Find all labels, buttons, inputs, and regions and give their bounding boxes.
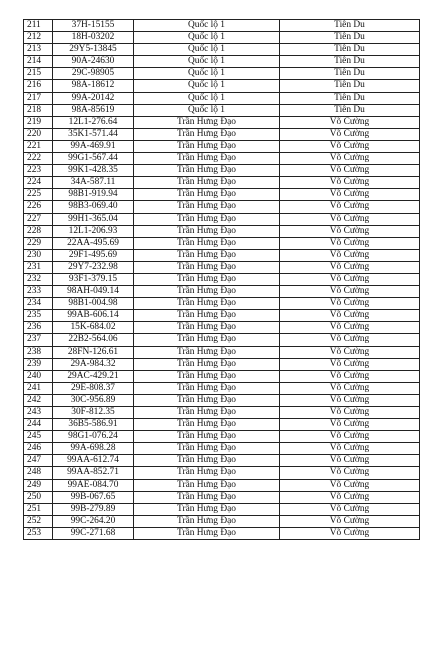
table-row: [24, 370, 420, 382]
row-number-cell: 249: [24, 479, 53, 491]
ward-cell: Võ Cường: [280, 189, 420, 201]
ward-cell: Võ Cường: [280, 310, 420, 322]
table-row: [24, 491, 420, 503]
street-cell: Trần Hưng Đạo: [134, 322, 280, 334]
license-plate-cell: 98AH-049.14: [53, 286, 134, 298]
street-cell: Quốc lộ 1: [134, 32, 280, 44]
table-row: [24, 165, 420, 177]
street-cell: Trần Hưng Đạo: [134, 479, 280, 491]
row-number-cell: 231: [24, 261, 53, 273]
row-number-cell: 237: [24, 334, 53, 346]
license-plate-cell: 99AB-606.14: [53, 310, 134, 322]
license-plate-cell: 29AC-429.21: [53, 370, 134, 382]
street-cell: Trần Hưng Đạo: [134, 153, 280, 165]
ward-cell: Tiên Du: [280, 92, 420, 104]
ward-cell: Võ Cường: [280, 443, 420, 455]
license-plate-cell: 98G1-076.24: [53, 431, 134, 443]
ward-cell: Võ Cường: [280, 491, 420, 503]
table-row: [24, 189, 420, 201]
table-row: [24, 32, 420, 44]
ward-cell: Võ Cường: [280, 479, 420, 491]
table-row: [24, 44, 420, 56]
license-plate-cell: 90A-24630: [53, 56, 134, 68]
street-cell: Trần Hưng Đạo: [134, 140, 280, 152]
row-number-cell: 225: [24, 189, 53, 201]
table-row: [24, 249, 420, 261]
street-cell: Trần Hưng Đạo: [134, 128, 280, 140]
ward-cell: Võ Cường: [280, 382, 420, 394]
row-number-cell: 244: [24, 419, 53, 431]
table-row: [24, 80, 420, 92]
row-number-cell: 224: [24, 177, 53, 189]
ward-cell: Võ Cường: [280, 201, 420, 213]
table-row: [24, 298, 420, 310]
row-number-cell: 234: [24, 298, 53, 310]
license-plate-cell: 98B1-919.94: [53, 189, 134, 201]
street-cell: Trần Hưng Đạo: [134, 334, 280, 346]
license-plate-cell: 99C-264.20: [53, 515, 134, 527]
street-cell: Quốc lộ 1: [134, 20, 280, 32]
table-row: [24, 527, 420, 539]
street-cell: Trần Hưng Đạo: [134, 298, 280, 310]
row-number-cell: 247: [24, 455, 53, 467]
row-number-cell: 252: [24, 515, 53, 527]
street-cell: Trần Hưng Đạo: [134, 165, 280, 177]
ward-cell: Tiên Du: [280, 44, 420, 56]
table-row: [24, 140, 420, 152]
row-number-cell: 242: [24, 394, 53, 406]
table-row: [24, 334, 420, 346]
table-row: [24, 92, 420, 104]
row-number-cell: 226: [24, 201, 53, 213]
ward-cell: Võ Cường: [280, 346, 420, 358]
ward-cell: Võ Cường: [280, 273, 420, 285]
license-plate-cell: 99K1-428.35: [53, 165, 134, 177]
street-cell: Trần Hưng Đạo: [134, 177, 280, 189]
ward-cell: Võ Cường: [280, 515, 420, 527]
table-row: [24, 443, 420, 455]
row-number-cell: 248: [24, 467, 53, 479]
table-row: [24, 116, 420, 128]
ward-cell: Võ Cường: [280, 455, 420, 467]
ward-cell: Võ Cường: [280, 225, 420, 237]
row-number-cell: 241: [24, 382, 53, 394]
row-number-cell: 236: [24, 322, 53, 334]
street-cell: Trần Hưng Đạo: [134, 213, 280, 225]
table-row: [24, 358, 420, 370]
license-plate-cell: 30F-812.35: [53, 407, 134, 419]
table-row: [24, 201, 420, 213]
row-number-cell: 229: [24, 237, 53, 249]
ward-cell: Võ Cường: [280, 286, 420, 298]
table-row: [24, 407, 420, 419]
ward-cell: Tiên Du: [280, 104, 420, 116]
street-cell: Trần Hưng Đạo: [134, 370, 280, 382]
ward-cell: Võ Cường: [280, 334, 420, 346]
license-plate-cell: 99C-271.68: [53, 527, 134, 539]
row-number-cell: 215: [24, 68, 53, 80]
table-row: [24, 153, 420, 165]
ward-cell: Võ Cường: [280, 407, 420, 419]
license-plate-cell: 36B5-586.91: [53, 419, 134, 431]
street-cell: Trần Hưng Đạo: [134, 286, 280, 298]
street-cell: Quốc lộ 1: [134, 44, 280, 56]
table-row: [24, 213, 420, 225]
street-cell: Trần Hưng Đạo: [134, 346, 280, 358]
table-row: [24, 68, 420, 80]
ward-cell: Tiên Du: [280, 56, 420, 68]
table-row: [24, 455, 420, 467]
row-number-cell: 251: [24, 503, 53, 515]
row-number-cell: 219: [24, 116, 53, 128]
license-plate-cell: 29Y7-232.98: [53, 261, 134, 273]
row-number-cell: 235: [24, 310, 53, 322]
street-cell: Trần Hưng Đạo: [134, 431, 280, 443]
street-cell: Trần Hưng Đạo: [134, 491, 280, 503]
license-plate-cell: 98A-85619: [53, 104, 134, 116]
license-plate-cell: 22B2-564.06: [53, 334, 134, 346]
street-cell: Trần Hưng Đạo: [134, 358, 280, 370]
street-cell: Trần Hưng Đạo: [134, 237, 280, 249]
ward-cell: Võ Cường: [280, 370, 420, 382]
row-number-cell: 214: [24, 56, 53, 68]
license-plate-cell: 99A-20142: [53, 92, 134, 104]
table-row: [24, 431, 420, 443]
ward-cell: Võ Cường: [280, 177, 420, 189]
ward-cell: Võ Cường: [280, 261, 420, 273]
street-cell: Trần Hưng Đạo: [134, 527, 280, 539]
row-number-cell: 222: [24, 153, 53, 165]
street-cell: Quốc lộ 1: [134, 68, 280, 80]
license-plate-cell: 99A-469.91: [53, 140, 134, 152]
row-number-cell: 238: [24, 346, 53, 358]
ward-cell: Võ Cường: [280, 298, 420, 310]
street-cell: Trần Hưng Đạo: [134, 407, 280, 419]
row-number-cell: 246: [24, 443, 53, 455]
license-plate-cell: 98B3-069.40: [53, 201, 134, 213]
table-row: [24, 346, 420, 358]
street-cell: Trần Hưng Đạo: [134, 515, 280, 527]
ward-cell: Võ Cường: [280, 322, 420, 334]
license-plate-cell: 99AA-852.71: [53, 467, 134, 479]
row-number-cell: 243: [24, 407, 53, 419]
street-cell: Quốc lộ 1: [134, 56, 280, 68]
license-plate-cell: 12L1-276.64: [53, 116, 134, 128]
street-cell: Trần Hưng Đạo: [134, 225, 280, 237]
street-cell: Trần Hưng Đạo: [134, 419, 280, 431]
row-number-cell: 211: [24, 20, 53, 32]
license-plate-cell: 98A-18612: [53, 80, 134, 92]
street-cell: Trần Hưng Đạo: [134, 201, 280, 213]
street-cell: Quốc lộ 1: [134, 104, 280, 116]
license-plate-cell: 34A-587.11: [53, 177, 134, 189]
table-row: [24, 104, 420, 116]
table-row: [24, 20, 420, 32]
table-row: [24, 503, 420, 515]
row-number-cell: 218: [24, 104, 53, 116]
row-number-cell: 233: [24, 286, 53, 298]
row-number-cell: 227: [24, 213, 53, 225]
row-number-cell: 245: [24, 431, 53, 443]
license-plate-cell: 35K1-571.44: [53, 128, 134, 140]
license-plate-cell: 29F1-495.69: [53, 249, 134, 261]
ward-cell: Võ Cường: [280, 431, 420, 443]
ward-cell: Võ Cường: [280, 237, 420, 249]
ward-cell: Võ Cường: [280, 213, 420, 225]
street-cell: Trần Hưng Đạo: [134, 394, 280, 406]
ward-cell: Tiên Du: [280, 20, 420, 32]
license-plate-cell: 18H-03202: [53, 32, 134, 44]
street-cell: Trần Hưng Đạo: [134, 249, 280, 261]
license-plate-cell: 29E-808.37: [53, 382, 134, 394]
ward-cell: Tiên Du: [280, 32, 420, 44]
license-plate-cell: 99AE-084.70: [53, 479, 134, 491]
ward-cell: Võ Cường: [280, 128, 420, 140]
row-number-cell: 212: [24, 32, 53, 44]
table-row: [24, 273, 420, 285]
row-number-cell: 217: [24, 92, 53, 104]
row-number-cell: 220: [24, 128, 53, 140]
license-plate-cell: 98B1-004.98: [53, 298, 134, 310]
street-cell: Quốc lộ 1: [134, 80, 280, 92]
table-row: [24, 515, 420, 527]
license-plate-cell: 29C-98905: [53, 68, 134, 80]
row-number-cell: 221: [24, 140, 53, 152]
license-plate-cell: 12L1-206.93: [53, 225, 134, 237]
license-plate-cell: 99A-698.28: [53, 443, 134, 455]
ward-cell: Võ Cường: [280, 527, 420, 539]
street-cell: Trần Hưng Đạo: [134, 467, 280, 479]
street-cell: Trần Hưng Đạo: [134, 261, 280, 273]
row-number-cell: 239: [24, 358, 53, 370]
table-row: [24, 467, 420, 479]
ward-cell: Tiên Du: [280, 80, 420, 92]
ward-cell: Võ Cường: [280, 503, 420, 515]
ward-cell: Võ Cường: [280, 116, 420, 128]
table-row: [24, 382, 420, 394]
row-number-cell: 223: [24, 165, 53, 177]
row-number-cell: 213: [24, 44, 53, 56]
license-plate-cell: 28FN-126.61: [53, 346, 134, 358]
street-cell: Trần Hưng Đạo: [134, 503, 280, 515]
ward-cell: Võ Cường: [280, 140, 420, 152]
row-number-cell: 216: [24, 80, 53, 92]
row-number-cell: 230: [24, 249, 53, 261]
license-plate-cell: 99AA-612.74: [53, 455, 134, 467]
license-plate-cell: 99B-279.89: [53, 503, 134, 515]
ward-cell: Võ Cường: [280, 153, 420, 165]
license-plate-cell: 99B-067.65: [53, 491, 134, 503]
license-plate-cell: 22AA-495.69: [53, 237, 134, 249]
ward-cell: Võ Cường: [280, 394, 420, 406]
table-row: [24, 128, 420, 140]
street-cell: Trần Hưng Đạo: [134, 189, 280, 201]
table-row: [24, 479, 420, 491]
row-number-cell: 240: [24, 370, 53, 382]
street-cell: Quốc lộ 1: [134, 92, 280, 104]
street-cell: Trần Hưng Đạo: [134, 443, 280, 455]
ward-cell: Tiên Du: [280, 68, 420, 80]
street-cell: Trần Hưng Đạo: [134, 273, 280, 285]
table-row: [24, 225, 420, 237]
row-number-cell: 253: [24, 527, 53, 539]
row-number-cell: 232: [24, 273, 53, 285]
license-plate-cell: 15K-684.02: [53, 322, 134, 334]
ward-cell: Võ Cường: [280, 419, 420, 431]
license-plate-cell: 30C-956.89: [53, 394, 134, 406]
table-row: [24, 419, 420, 431]
license-plate-cell: 37H-15155: [53, 20, 134, 32]
row-number-cell: 228: [24, 225, 53, 237]
street-cell: Trần Hưng Đạo: [134, 310, 280, 322]
license-plate-cell: 29A-984.32: [53, 358, 134, 370]
table-row: [24, 177, 420, 189]
table-row: [24, 394, 420, 406]
table-row: [24, 310, 420, 322]
ward-cell: Võ Cường: [280, 165, 420, 177]
license-plate-cell: 29Y5-13845: [53, 44, 134, 56]
row-number-cell: 250: [24, 491, 53, 503]
street-cell: Trần Hưng Đạo: [134, 382, 280, 394]
street-cell: Trần Hưng Đạo: [134, 116, 280, 128]
table-row: [24, 237, 420, 249]
ward-cell: Võ Cường: [280, 249, 420, 261]
table-row: [24, 322, 420, 334]
table-body: [24, 20, 420, 540]
license-plate-cell: 93F1-379.15: [53, 273, 134, 285]
table-row: [24, 261, 420, 273]
license-plate-cell: 99G1-567.44: [53, 153, 134, 165]
license-plate-cell: 99H1-365.04: [53, 213, 134, 225]
ward-cell: Võ Cường: [280, 358, 420, 370]
table-row: [24, 286, 420, 298]
table-row: [24, 56, 420, 68]
vehicle-table: [23, 19, 420, 540]
ward-cell: Võ Cường: [280, 467, 420, 479]
street-cell: Trần Hưng Đạo: [134, 455, 280, 467]
